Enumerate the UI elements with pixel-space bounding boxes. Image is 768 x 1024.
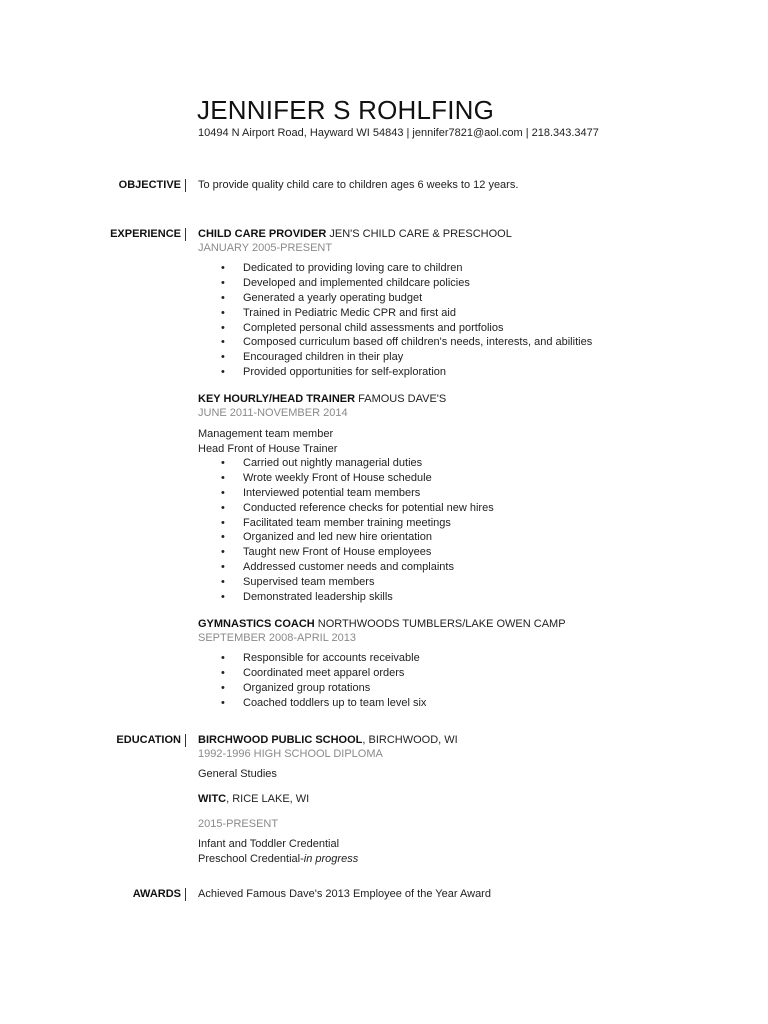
list-item: • Responsible for accounts receivable	[198, 651, 426, 666]
list-item: • Coached toddlers up to team level six	[198, 696, 426, 711]
section-divider	[185, 888, 186, 901]
job-dates: SEPTEMBER 2008-APRIL 2013	[198, 632, 356, 644]
school-dates: 2015-PRESENT	[198, 818, 279, 830]
job-duties-list	[198, 456, 494, 605]
list-item: • Organized and led new hire orientation	[198, 530, 494, 545]
job-duties-list	[198, 651, 426, 711]
list-item: • Supervised team members	[198, 575, 494, 590]
school-detail: Infant and Toddler Credential	[198, 838, 340, 850]
job-employer: NORTHWOODS TUMBLERS/LAKE OWEN CAMP	[314, 618, 566, 630]
section-label-experience: EXPERIENCE	[110, 228, 181, 240]
objective-text: To provide quality child care to children ages 6 weeks to 12 years.	[198, 179, 519, 191]
job-title-line	[198, 618, 566, 630]
job-note: Head Front of House Trainer	[198, 442, 338, 455]
section-label-objective: OBJECTIVE	[118, 179, 181, 191]
school-details	[198, 767, 277, 782]
job-title-line	[198, 228, 512, 240]
list-item: • Addressed customer needs and complaints	[198, 560, 494, 575]
school-details	[198, 837, 358, 866]
school-name: WITC	[198, 793, 227, 805]
job-employer: FAMOUS DAVE'S	[355, 393, 447, 405]
list-item: • Coordinated meet apparel orders	[198, 666, 426, 681]
list-item: • Completed personal child assessments and portfolios	[198, 321, 592, 336]
list-item: • Conducted reference checks for potential new hires	[198, 501, 494, 516]
school-detail-status: in progress	[303, 852, 359, 865]
job-employer: JEN'S CHILD CARE & PRESCHOOL	[326, 228, 512, 240]
list-item: • Developed and implemented childcare policies	[198, 276, 592, 291]
list-item: • Generated a yearly operating budget	[198, 291, 592, 306]
list-item: • Encouraged children in their play	[198, 350, 592, 365]
list-item: • Interviewed potential team members	[198, 486, 494, 501]
job-role: CHILD CARE PROVIDER	[198, 228, 327, 240]
school-line	[198, 734, 458, 746]
job-role: KEY HOURLY/HEAD TRAINER	[198, 393, 356, 405]
job-title-line	[198, 393, 446, 405]
section-label-education: EDUCATION	[116, 734, 181, 746]
section-divider	[185, 179, 186, 192]
school-dates: 1992-1996 HIGH SCHOOL DIPLOMA	[198, 748, 383, 760]
job-note: Management team member	[198, 428, 334, 440]
job-role: GYMNASTICS COACH	[198, 618, 315, 630]
list-item: • Composed curriculum based off children's needs, interests, and abilities	[198, 335, 592, 350]
list-item: • Provided opportunities for self-exploration	[198, 365, 592, 380]
job-duties-list	[198, 261, 592, 380]
school-detail	[198, 852, 358, 867]
section-divider	[185, 228, 186, 241]
job-dates: JANUARY 2005-PRESENT	[198, 242, 333, 254]
section-label-awards: AWARDS	[132, 888, 181, 900]
contact-info: 10494 N Airport Road, Hayward WI 54843 | jennifer7821@aol.com | 218.343.3477	[198, 127, 599, 139]
school-location: , BIRCHWOOD, WI	[362, 734, 458, 746]
list-item: • Taught new Front of House employees	[198, 545, 494, 560]
list-item: • Wrote weekly Front of House schedule	[198, 471, 494, 486]
job-dates: JUNE 2011-NOVEMBER 2014	[198, 407, 348, 419]
school-location: , RICE LAKE, WI	[226, 793, 310, 805]
school-detail-prefix: Preschool Credential-	[198, 852, 304, 865]
list-item: • Trained in Pediatric Medic CPR and first aid	[198, 306, 592, 321]
school-line	[198, 793, 309, 805]
list-item: • Facilitated team member training meetings	[198, 516, 494, 531]
school-detail: General Studies	[198, 768, 277, 780]
list-item: • Dedicated to providing loving care to children	[198, 261, 592, 276]
school-name: BIRCHWOOD PUBLIC SCHOOL	[198, 734, 363, 746]
section-divider	[185, 734, 186, 747]
awards-text: Achieved Famous Dave's 2013 Employee of the Year Award	[198, 888, 491, 900]
list-item: • Demonstrated leadership skills	[198, 590, 494, 605]
list-item: • Organized group rotations	[198, 681, 426, 696]
job-notes	[198, 427, 337, 456]
candidate-name: JENNIFER S ROHLFING	[197, 95, 495, 125]
list-item: • Carried out nightly managerial duties	[198, 456, 494, 471]
